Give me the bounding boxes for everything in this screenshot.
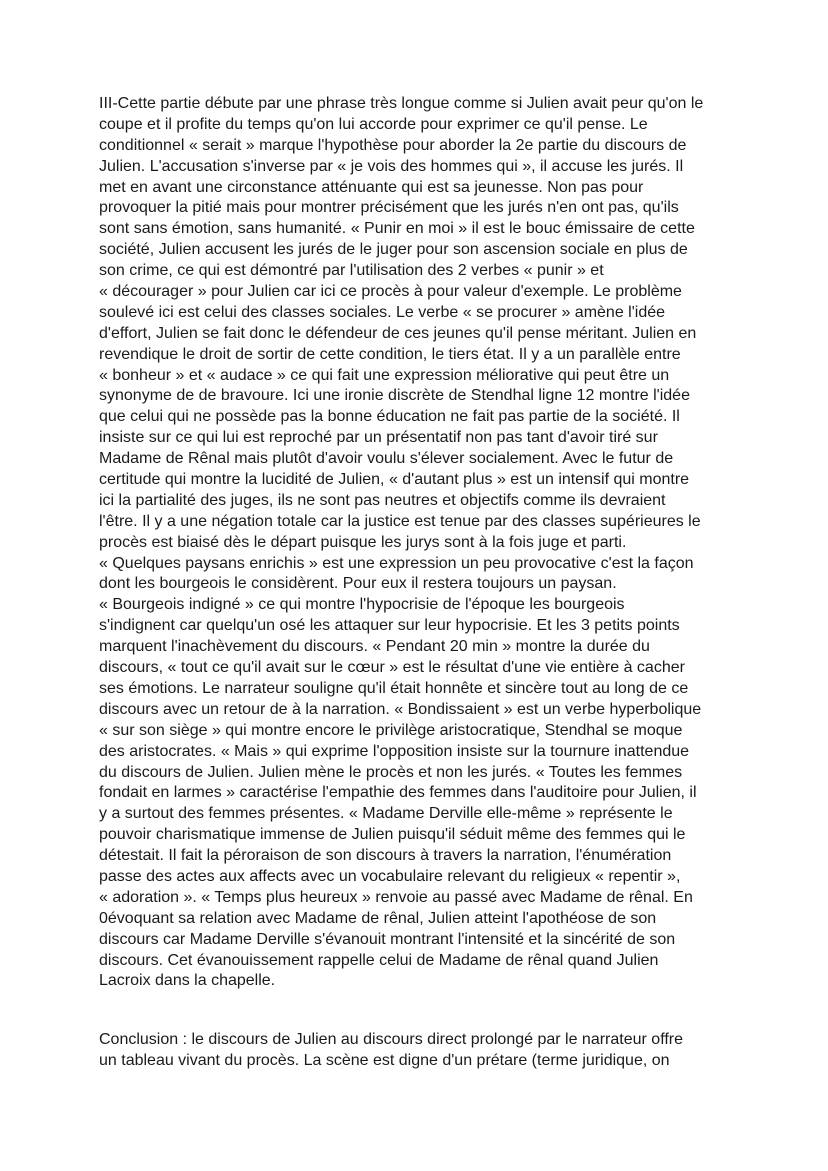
text-line: dont les bourgeois le considèrent. Pour eux il restera toujours un paysan. bbox=[99, 575, 617, 593]
text-line: soulevé ici est celui des classes sociales. Le verbe « se procurer » amène l'idée bbox=[99, 303, 666, 321]
text-line: Madame de Rênal mais plutôt d'avoir voulu s'élever socialement. Avec le futur de bbox=[99, 450, 674, 468]
text-line: synonyme de de bravoure. Ici une ironie discrète de Stendhal ligne 12 montre l'idée bbox=[99, 387, 690, 405]
text-line: discours, « tout ce qu'il avait sur le cœur » est le résultat d'une vie entière à cacher bbox=[99, 659, 685, 677]
text-line: procès est biaisé dès le départ puisque les jurys sont à la fois juge et parti. bbox=[99, 533, 627, 551]
text-line: discours car Madame Derville s'évanouit montrant l'intensité et la sincérité de son bbox=[99, 930, 676, 948]
text-line: des aristocrates. « Mais » qui exprime l'opposition insiste sur la tournure inattendue bbox=[99, 742, 690, 760]
text-line: marquent l'inachèvement du discours. « Pendant 20 min » montre la durée du bbox=[99, 638, 650, 656]
text-line: met en avant une circonstance atténuante qui est sa jeunesse. Non pas pour bbox=[99, 178, 644, 196]
text-line: détestait. Il fait la péroraison de son discours à travers la narration, l'énumération bbox=[99, 847, 672, 865]
text-line: « sur son siège » qui montre encore le privilège aristocratique, Stendhal se moque bbox=[99, 721, 683, 739]
text-line: sont sans émotion, sans humanité. « Punir en moi » il est le bouc émissaire de cette bbox=[99, 220, 695, 238]
text-line: ici la partialité des juges, ils ne sont pas neutres et objectifs comme ils devraient bbox=[99, 491, 666, 509]
text-line: un tableau vivant du procès. La scène est digne d'un prétare (terme juridique, on bbox=[99, 1051, 670, 1069]
text-line: « bonheur » et « audace » ce qui fait une expression méliorative qui peut être un bbox=[99, 366, 670, 384]
text-line: société, Julien accusent les jurés de le juger pour son ascension sociale en plus de bbox=[99, 241, 688, 259]
text-line: ses émotions. Le narrateur souligne qu'il était honnête et sincère tout au long de ce bbox=[99, 679, 689, 697]
conclusion-section bbox=[99, 1030, 739, 1072]
text-line: y a surtout des femmes présentes. « Madame Derville elle-même » représente le bbox=[99, 805, 673, 823]
text-line: son crime, ce qui est démontré par l'utilisation des 2 verbes « punir » et bbox=[99, 262, 604, 280]
text-line: du discours de Julien. Julien mène le procès et non les jurés. « Toutes les femmes bbox=[99, 763, 683, 781]
text-line: 0évoquant sa relation avec Madame de rênal, Julien atteint l'apothéose de son bbox=[99, 909, 657, 927]
text-line: provoquer la pitié mais pour montrer précisément que les jurés n'en ont pas, qu'ils bbox=[99, 199, 679, 217]
text-line: Lacroix dans la chapelle. bbox=[99, 972, 276, 990]
text-line: III-Cette partie débute par une phrase très longue comme si Julien avait peur qu'on le bbox=[99, 95, 704, 112]
text-line: l'être. Il y a une négation totale car la justice est tenue par des classes supérieures le bbox=[99, 512, 701, 530]
text-line: d'effort, Julien se fait donc le défendeur de ces jeunes qu'il pense méritant. Julien en bbox=[99, 324, 697, 342]
text-line: que celui qui ne possède pas la bonne éducation ne fait pas partie de la société. Il bbox=[99, 408, 680, 426]
text-line: « adoration ». « Temps plus heureux » renvoie au passé avec Madame de rênal. En bbox=[99, 888, 693, 906]
text-line: Julien. L'accusation s'inverse par « je vois des hommes qui », il accuse les jurés. Il bbox=[99, 157, 684, 175]
text-line: « Bourgeois indigné » ce qui montre l'hypocrisie de l'époque les bourgeois bbox=[99, 596, 625, 614]
text-line: conditionnel « serait » marque l'hypothèse pour aborder la 2e partie du discours de bbox=[99, 136, 687, 154]
text-line: pouvoir charismatique immense de Julien puisqu'il séduit même des femmes qui le bbox=[99, 826, 686, 844]
text-line: « Quelques paysans enrichis » est une expression un peu provocative c'est la façon bbox=[99, 554, 694, 572]
text-line: discours avec un retour de à la narration. « Bondissaient » est un verbe hyperbolique bbox=[99, 700, 702, 718]
text-line: passe des actes aux affects avec un vocabulaire relevant du religieux « repentir », bbox=[99, 867, 681, 885]
text-line: insiste sur ce qui lui est reproché par un présentatif non pas tant d'avoir tiré sur bbox=[99, 429, 658, 447]
text-line: coupe et il profite du temps qu'on lui accorde pour exprimer ce qu'il pense. Le bbox=[99, 115, 648, 133]
text-line: discours. Cet évanouissement rappelle celui de Madame de rênal quand Julien bbox=[99, 951, 659, 969]
text-line: Conclusion : le discours de Julien au discours direct prolongé par le narrateur offre bbox=[99, 1031, 684, 1048]
text-line: revendique le droit de sortir de cette condition, le tiers état. Il y a un parallèle entre bbox=[99, 345, 681, 363]
analysis-section-iii bbox=[99, 94, 739, 992]
text-line: « décourager » pour Julien car ici ce procès à pour valeur d'exemple. Le problème bbox=[99, 283, 682, 301]
text-line: certitude qui montre la lucidité de Julien, « d'autant plus » est un intensif qui montre bbox=[99, 471, 690, 489]
text-line: s'indignent car quelqu'un osé les attaquer sur leur hypocrisie. Et les 3 petits points bbox=[99, 617, 680, 635]
text-line: fondait en larmes » caractérise l'empathie des femmes dans l'auditoire pour Julien, il bbox=[99, 784, 697, 802]
